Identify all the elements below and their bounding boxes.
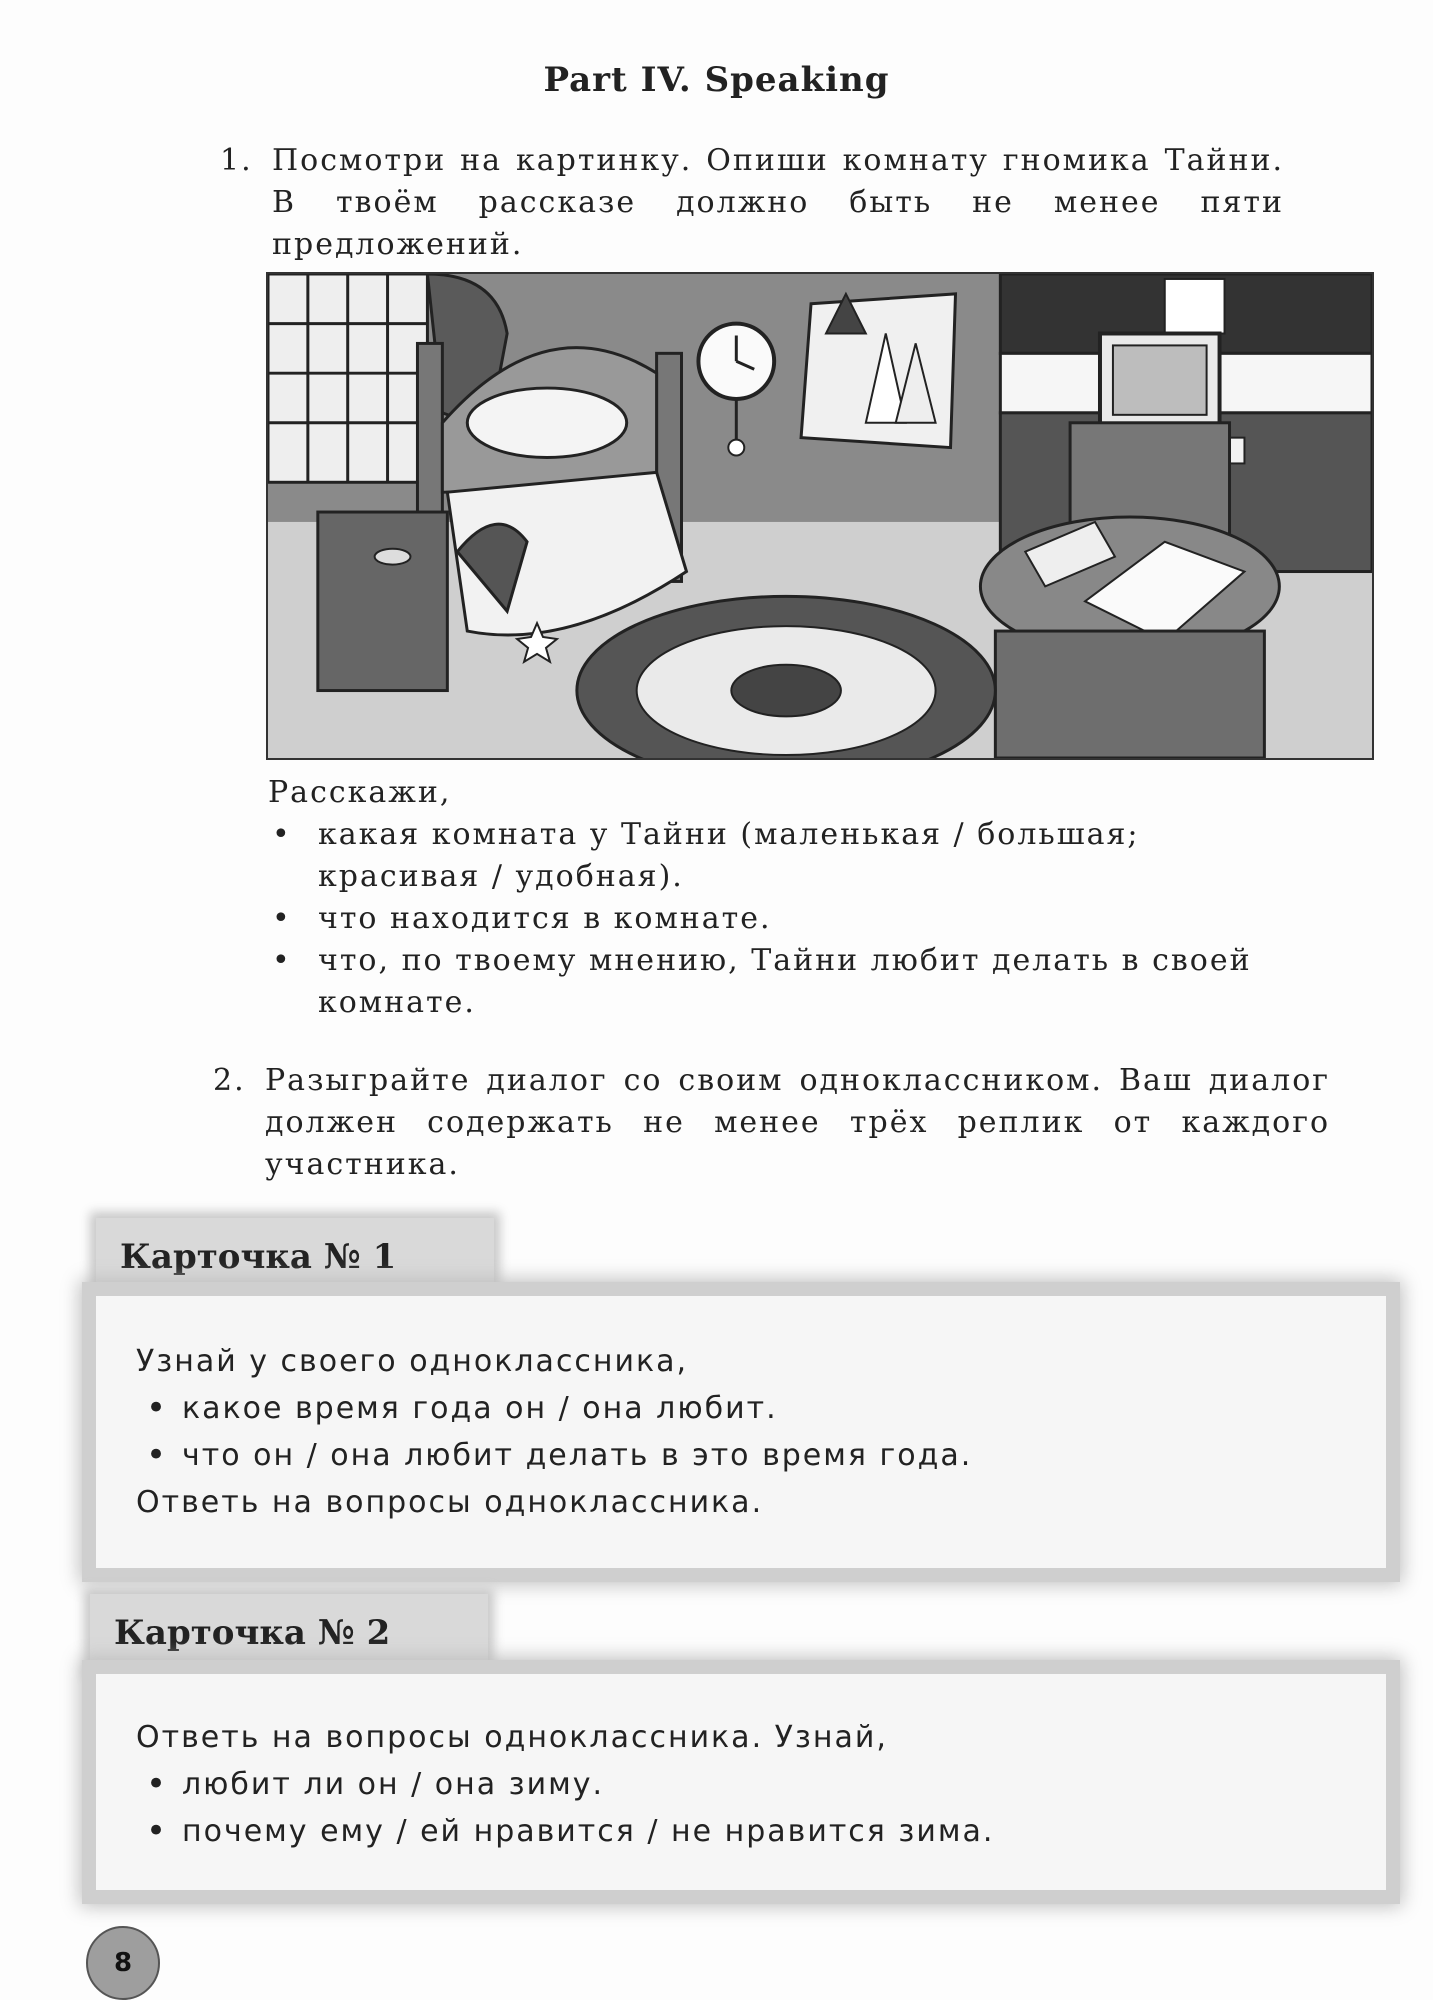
tell-intro: Расскажи,	[268, 775, 452, 810]
list-item: • любит ли он / она зиму.	[136, 1761, 1346, 1808]
task-2-text: Разыграйте диалог со своим одноклассником. Ваш диалог должен содержать не менее трёх реплик от каждого участника.	[265, 1063, 1330, 1182]
card-2	[96, 1674, 1386, 1890]
task-1-number: 1.	[220, 143, 253, 178]
poster-icon	[801, 294, 955, 448]
task-2	[213, 1060, 1330, 1186]
table-icon	[980, 517, 1279, 758]
tell-list	[268, 814, 1288, 1024]
page-number: 8	[86, 1926, 160, 2000]
list-item: • какое время года он / она любит.	[136, 1385, 1346, 1432]
room-illustration	[266, 272, 1374, 760]
page-title: Part IV. Speaking	[543, 60, 890, 100]
card-1-outro: Ответь на вопросы одноклассника.	[136, 1485, 764, 1520]
list-item: • что, по твоему мнению, Тайни любит делать в своей комнате.	[268, 940, 1288, 1024]
task-1	[220, 140, 1284, 266]
list-item: • почему ему / ей нравится / не нравится зима.	[136, 1808, 1346, 1855]
list-item: • какая комната у Тайни (маленькая / большая; красивая / удобная).	[268, 814, 1288, 898]
card-1-title: Карточка № 1	[96, 1218, 494, 1296]
task-2-number: 2.	[213, 1063, 246, 1098]
card-1-list	[136, 1385, 1346, 1479]
card-1	[96, 1296, 1386, 1568]
list-item: • что он / она любит делать в это время года.	[136, 1432, 1346, 1479]
card-2-title: Карточка № 2	[90, 1594, 488, 1672]
task-1-text: Посмотри на картинку. Опиши комнату гномика Тайни. В твоём рассказе должно быть не менее пяти предложений.	[272, 143, 1284, 262]
card-2-intro: Ответь на вопросы одноклассника. Узнай,	[136, 1720, 888, 1755]
card-1-intro: Узнай у своего одноклассника,	[136, 1344, 689, 1379]
tell-instructions	[268, 772, 1288, 1024]
card-2-list	[136, 1761, 1346, 1855]
list-item: • что находится в комнате.	[268, 898, 1288, 940]
room-illustration-svg	[268, 274, 1372, 758]
